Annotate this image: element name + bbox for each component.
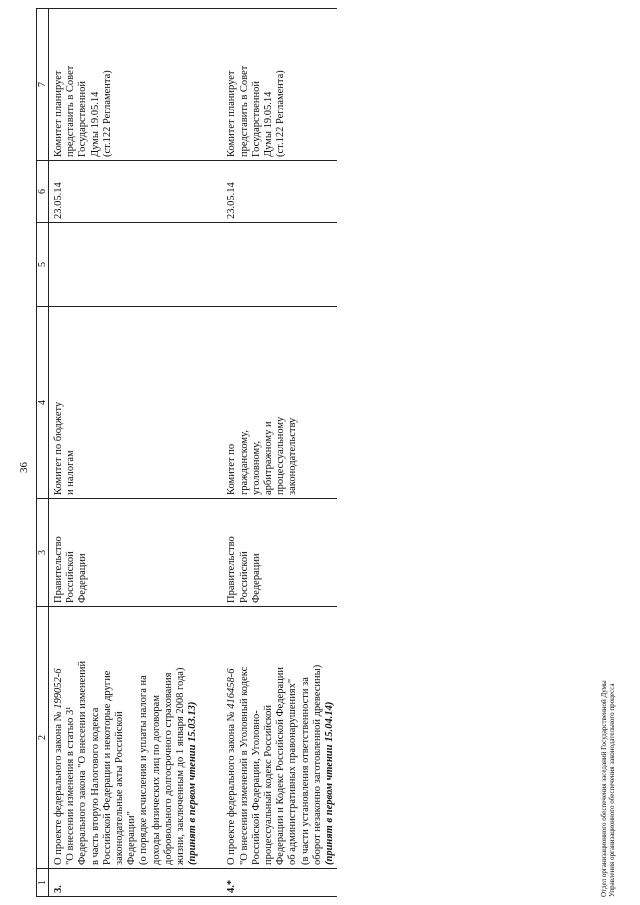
note-line: (ст.122 Регламента) xyxy=(275,70,287,157)
table-header-row xyxy=(37,9,49,897)
note-line: Комитет планирует xyxy=(53,70,64,157)
date-cell: 23.05.14 xyxy=(49,161,201,223)
committee-line: уголовному, xyxy=(250,441,262,495)
bill-title-line: Российской Федерации и некоторые другие xyxy=(101,670,113,865)
column-5-cell xyxy=(200,223,337,307)
committee-line: и налогам xyxy=(65,450,77,495)
committee-line: арбитражному и xyxy=(263,421,275,495)
bill-title-line: в часть вторую Налогового кодекса xyxy=(89,707,101,865)
note-line: Государственной xyxy=(250,81,262,157)
header-cell: 7 xyxy=(37,9,49,161)
initiator-cell xyxy=(200,499,337,607)
bill-title-line: жизни, заключенным до 1 января 2008 года) xyxy=(175,667,187,865)
bill-title-line: "О внесении изменения в статью 3¹ xyxy=(65,706,77,865)
date-cell: 23.05.14 xyxy=(200,161,337,223)
bill-title-line: Российской Федерации, Уголовно- xyxy=(250,710,262,865)
note-line: Государственной xyxy=(77,81,89,157)
committee-line: гражданскому, xyxy=(238,430,250,495)
initiator-line: Правительство xyxy=(226,536,238,603)
bill-title-line: законодательные акты Российской xyxy=(114,711,126,865)
bills-table xyxy=(36,8,337,897)
bill-title-line: Федерального закона "О внесении изменений xyxy=(77,660,89,865)
bill-description xyxy=(49,607,201,869)
initiator-line: Федерации xyxy=(250,553,262,603)
adopted-note: (принят в первом чтении 15.03.13) xyxy=(187,701,199,865)
initiator-line: Федерации xyxy=(77,553,89,603)
law-number: 199052-6 xyxy=(53,668,64,709)
note-line: Думы 19.05.14 xyxy=(263,91,275,157)
bill-title-line: доходы физических лиц по договорам xyxy=(150,695,162,865)
header-cell: 5 xyxy=(37,223,49,307)
law-number: 416458-6 xyxy=(226,668,238,709)
initiator-line: Российской xyxy=(238,551,250,603)
note-line: представить в Совет xyxy=(65,65,77,157)
page-number: 36 xyxy=(18,462,30,473)
row-number: 3. xyxy=(49,869,201,897)
initiator-cell xyxy=(49,499,201,607)
committee-line: процессуальному xyxy=(275,416,287,495)
note-line: Думы 19.05.14 xyxy=(89,91,101,157)
header-cell: 1 xyxy=(37,869,49,897)
table-row xyxy=(200,9,337,897)
page-footer xyxy=(600,680,616,897)
note-line: (ст.122 Регламента) xyxy=(101,70,113,157)
bill-title-line: Федерации" xyxy=(126,811,138,865)
committee-cell xyxy=(49,307,201,499)
bill-title-line: об административных правонарушениях" xyxy=(287,678,299,865)
note-line: представить в Совет xyxy=(238,65,250,157)
note-cell xyxy=(49,9,201,161)
row-number: 4.* xyxy=(200,869,337,897)
note-cell xyxy=(200,9,337,161)
committee-cell xyxy=(200,307,337,499)
header-cell: 4 xyxy=(37,307,49,499)
committee-line: Комитет по xyxy=(226,443,238,495)
bill-title-line: добровольного долгосрочного страхования xyxy=(162,672,174,865)
footer-line: Управления организационного обеспечения законодательного процесса xyxy=(608,683,616,897)
bill-title-line: "О внесении изменений в Уголовный кодекс xyxy=(238,666,250,865)
bill-title-line: (в части установления ответственности за xyxy=(299,677,311,865)
header-cell: 3 xyxy=(37,499,49,607)
column-5-cell xyxy=(49,223,201,307)
bill-title-line: процессуальный кодекс Российской xyxy=(263,704,275,865)
table-row xyxy=(49,9,201,897)
bill-title-line: (о порядке исчисления и уплаты налога на xyxy=(138,675,150,865)
initiator-line: Российской xyxy=(65,551,77,603)
bill-title-line: Федерации и Кодекс Российской Федерации xyxy=(275,667,287,865)
committee-line: законодательству xyxy=(287,417,299,495)
initiator-line: Правительство xyxy=(53,536,64,603)
note-line: Комитет планирует xyxy=(226,70,238,157)
bill-title-line: оборот незаконно заготовленной древесины) xyxy=(311,664,323,865)
adopted-note: (принят в первом чтении 15.04.14) xyxy=(324,701,336,865)
bill-description xyxy=(200,607,337,869)
bill-intro: О проекте федерального закона № xyxy=(53,711,64,865)
header-cell: 2 xyxy=(37,607,49,869)
committee-line: Комитет по бюджету xyxy=(53,401,64,495)
header-cell: 6 xyxy=(37,161,49,223)
footer-line: Отдел организационного обеспечения заседаний Государственной Думы xyxy=(600,680,608,897)
bill-intro: О проекте федерального закона № xyxy=(226,711,238,865)
